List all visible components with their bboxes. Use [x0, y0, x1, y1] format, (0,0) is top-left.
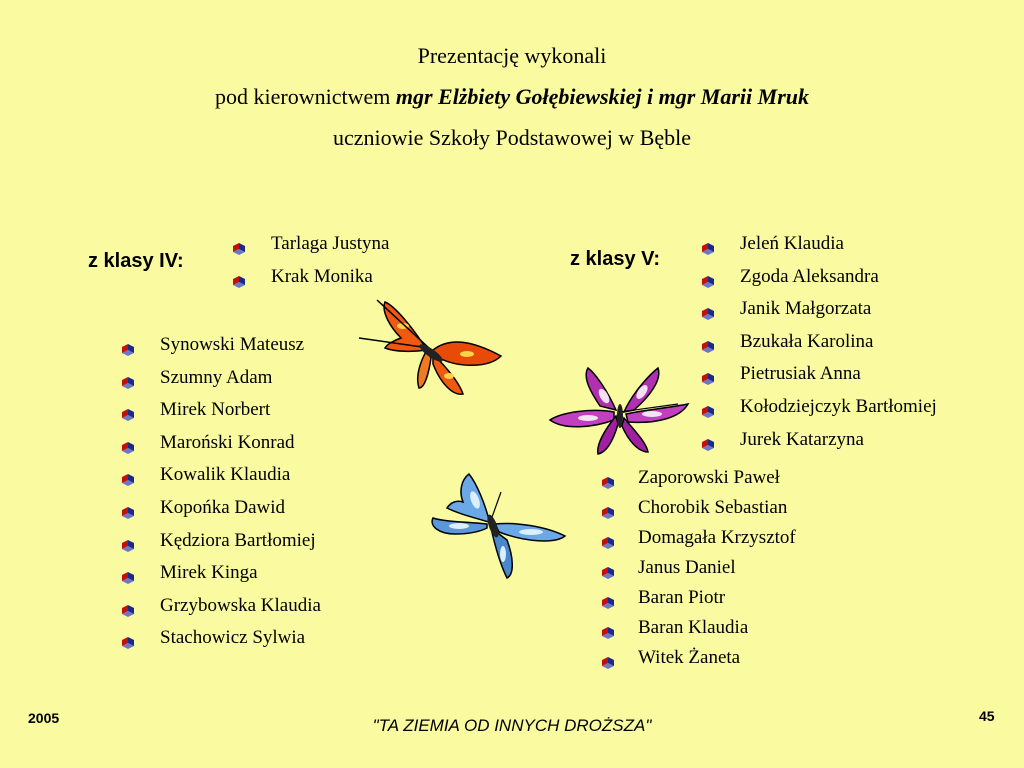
footer-motto: "TA ZIEMIA OD INNYCH DROŻSZA": [372, 716, 652, 735]
list-item: Kędziora Bartłomiej: [122, 529, 321, 562]
blue-butterfly-icon: [415, 470, 567, 582]
slide-header: [0, 40, 1024, 153]
list-item: Mirek Kinga: [122, 561, 321, 594]
bullet-icon: [702, 336, 714, 348]
list-item: Krak Monika: [233, 265, 389, 298]
list-item: Kopońka Dawid: [122, 496, 321, 529]
class4-label: z klasy IV:: [88, 250, 184, 272]
list-item: Kowalik Klaudia: [122, 463, 321, 496]
class5-top-list: [702, 232, 937, 460]
header-line1: Prezentację wykonali: [417, 43, 607, 68]
list-item: Chorobik Sebastian: [602, 496, 796, 526]
class5-list: [602, 466, 796, 676]
list-item: Grzybowska Klaudia: [122, 594, 321, 627]
class4-list: [122, 333, 321, 659]
list-item: Mirek Norbert: [122, 398, 321, 431]
list-item: Baran Klaudia: [602, 616, 796, 646]
bullet-icon: [702, 271, 714, 283]
bullet-icon: [702, 238, 714, 250]
bullet-icon: [122, 632, 134, 644]
list-item: Bzukała Karolina: [702, 330, 937, 363]
list-item: Stachowicz Sylwia: [122, 626, 321, 659]
bullet-icon: [602, 472, 614, 484]
bullet-icon: [702, 401, 714, 413]
bullet-icon: [602, 532, 614, 544]
bullet-icon: [602, 622, 614, 634]
list-item: Jeleń Klaudia: [702, 232, 937, 265]
list-item: Synowski Mateusz: [122, 333, 321, 366]
bullet-icon: [122, 437, 134, 449]
bullet-icon: [122, 600, 134, 612]
list-item: Baran Piotr: [602, 586, 796, 616]
list-item: Zgoda Aleksandra: [702, 265, 937, 298]
page-number: 45: [979, 708, 995, 724]
list-item: Kołodziejczyk Bartłomiej: [702, 395, 937, 428]
bullet-icon: [122, 372, 134, 384]
list-item: Szumny Adam: [122, 366, 321, 399]
bullet-icon: [702, 368, 714, 380]
list-item: Zaporowski Paweł: [602, 466, 796, 496]
bullet-icon: [602, 652, 614, 664]
bullet-icon: [122, 535, 134, 547]
list-item: Jurek Katarzyna: [702, 428, 937, 461]
header-line3: uczniowie Szkoły Podstawowej w Bęble: [332, 125, 692, 150]
header-teachers: mgr Elżbiety Gołębiewskiej i mgr Marii Mruk: [395, 84, 809, 109]
class4-top-list: [233, 232, 389, 297]
class5-label: z klasy V:: [570, 248, 661, 270]
footer-year: 2005: [28, 710, 60, 726]
bullet-icon: [122, 339, 134, 351]
list-item: Tarlaga Justyna: [233, 232, 389, 265]
bullet-icon: [233, 238, 245, 250]
bullet-icon: [602, 502, 614, 514]
list-item: Pietrusiak Anna: [702, 362, 937, 395]
bullet-icon: [602, 562, 614, 574]
list-item: Janik Małgorzata: [702, 297, 937, 330]
bullet-icon: [702, 434, 714, 446]
list-item: Janus Daniel: [602, 556, 796, 586]
list-item: Domagała Krzysztof: [602, 526, 796, 556]
header-line2: [0, 81, 1024, 112]
bullet-icon: [702, 303, 714, 315]
bullet-icon: [122, 404, 134, 416]
list-item: Maroński Konrad: [122, 431, 321, 464]
purple-butterfly-icon: [548, 364, 690, 456]
header-line2-prefix: pod kierownictwem: [215, 84, 396, 109]
bullet-icon: [122, 502, 134, 514]
bullet-icon: [602, 592, 614, 604]
orange-butterfly-icon: [355, 298, 503, 402]
bullet-icon: [233, 271, 245, 283]
bullet-icon: [122, 567, 134, 579]
bullet-icon: [122, 469, 134, 481]
list-item: Witek Żaneta: [602, 646, 796, 676]
